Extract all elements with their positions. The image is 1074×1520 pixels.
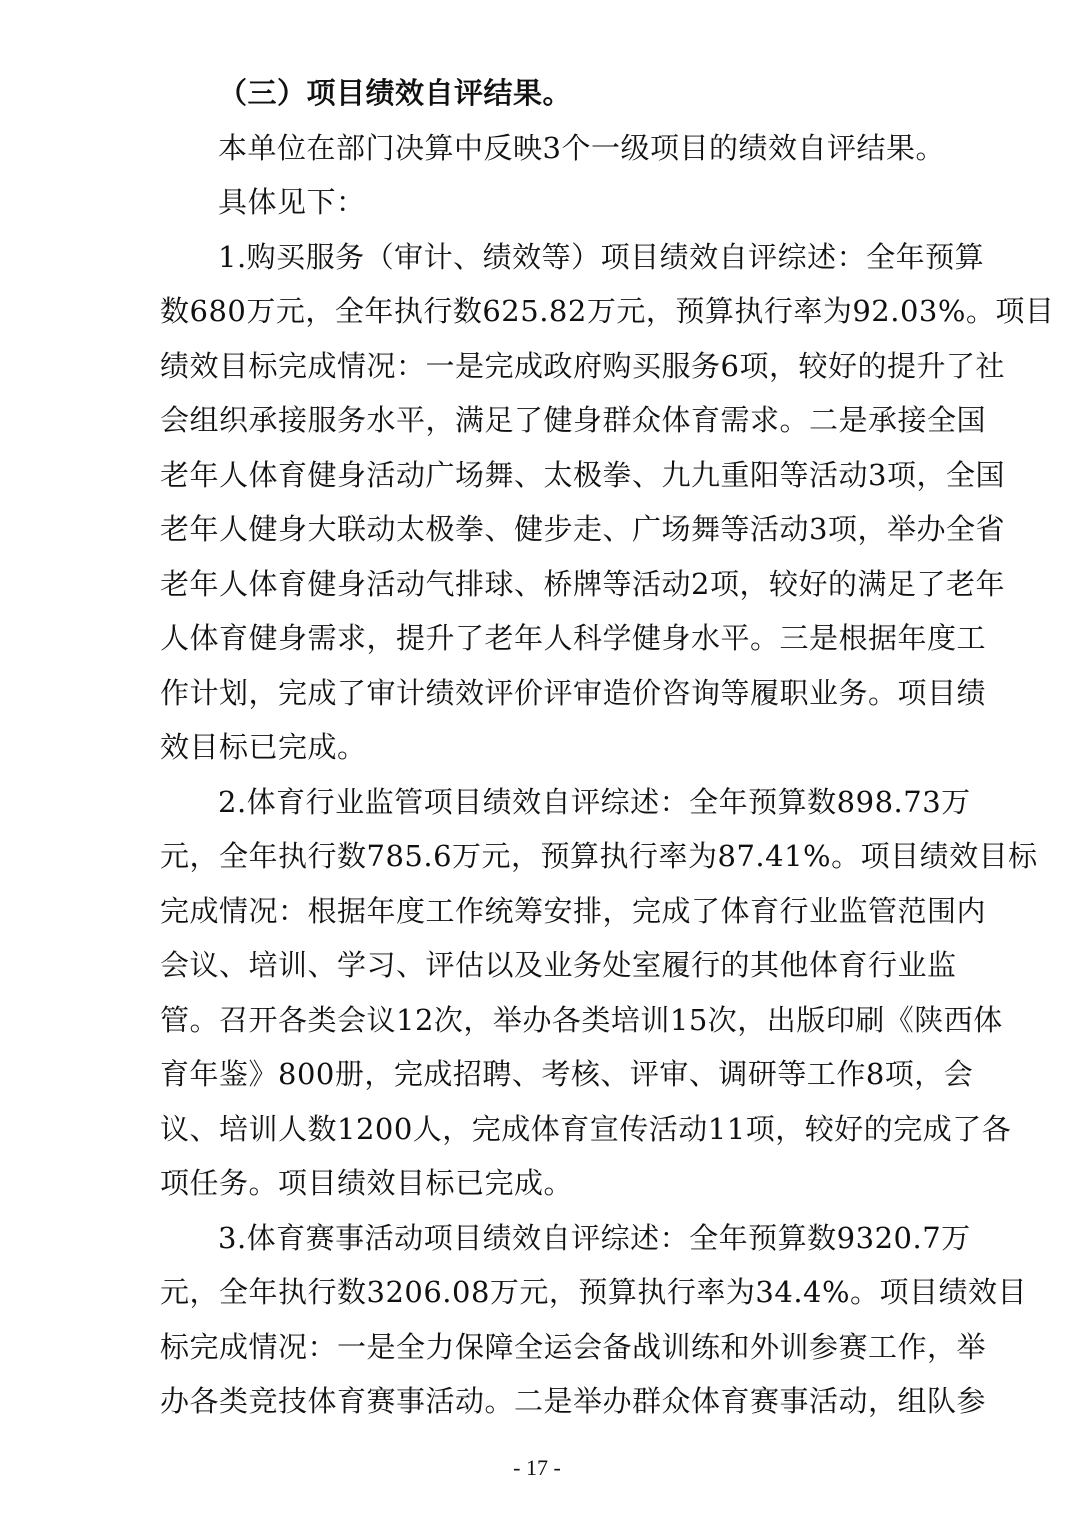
paragraph-line: 项任务。项目绩效目标已完成。 bbox=[160, 1166, 574, 1200]
paragraph-line: 绩效目标完成情况：一是完成政府购买服务6项，较好的提升了社 bbox=[160, 348, 1005, 383]
paragraph-line: 会议、培训、学习、评估以及业务处室履行的其他体育行业监 bbox=[160, 948, 957, 982]
intro-line: 本单位在部门决算中反映3个一级项目的绩效自评结果。 bbox=[218, 130, 945, 165]
paragraph-line: 1.购买服务（审计、绩效等）项目绩效自评综述：全年预算 bbox=[218, 239, 985, 274]
project-2-paragraph bbox=[160, 775, 1038, 1211]
paragraph-line: 育年鉴》800册，完成招聘、考核、评审、调研等工作8项，会 bbox=[160, 1057, 974, 1091]
intro-line: 具体见下： bbox=[218, 185, 366, 219]
paragraph-line: 管。召开各类会议12次，举办各类培训15次，出版印刷《陕西体 bbox=[160, 1002, 1003, 1037]
project-1-paragraph bbox=[160, 230, 1055, 775]
paragraph-line: 会组织承接服务水平，满足了健身群众体育需求。二是承接全国 bbox=[160, 403, 987, 437]
paragraph-line: 效目标已完成。 bbox=[160, 730, 367, 764]
paragraph-line: 3.体育赛事活动项目绩效自评综述：全年预算数9320.7万 bbox=[218, 1220, 971, 1255]
paragraph-line: 元，全年执行数785.6万元，预算执行率为87.41%。项目绩效目标 bbox=[160, 839, 1038, 873]
paragraph-line: 作计划，完成了审计绩效评价评审造价咨询等履职业务。项目绩 bbox=[160, 675, 987, 710]
project-3-paragraph bbox=[160, 1211, 1028, 1429]
page-number: - 17 - bbox=[513, 1455, 561, 1480]
paragraph-line: 标完成情况：一是全力保障全运会备战训练和外训参赛工作，举 bbox=[160, 1329, 987, 1364]
paragraph-line: 办各类竞技体育赛事活动。二是举办群众体育赛事活动，组队参 bbox=[160, 1384, 987, 1418]
section-heading: （三）项目绩效自评结果。 bbox=[218, 76, 573, 110]
paragraph-line: 数680万元，全年执行数625.82万元，预算执行率为92.03%。项目 bbox=[160, 294, 1055, 328]
paragraph-line: 老年人健身大联动太极拳、健步走、广场舞等活动3项，举办全省 bbox=[160, 512, 1005, 546]
document-body bbox=[160, 66, 1055, 1429]
paragraph-line: 议、培训人数1200人，完成体育宣传活动11项，较好的完成了各 bbox=[160, 1111, 1012, 1146]
paragraph-line: 老年人体育健身活动气排球、桥牌等活动2项，较好的满足了老年 bbox=[160, 566, 1005, 601]
paragraph-line: 老年人体育健身活动广场舞、太极拳、九九重阳等活动3项，全国 bbox=[160, 457, 1005, 492]
paragraph-line: 完成情况：根据年度工作统筹安排，完成了体育行业监管范围内 bbox=[160, 893, 987, 928]
paragraph-line: 人体育健身需求，提升了老年人科学健身水平。三是根据年度工 bbox=[160, 621, 987, 655]
paragraph-line: 2.体育行业监管项目绩效自评综述：全年预算数898.73万 bbox=[218, 784, 971, 819]
paragraph-line: 元，全年执行数3206.08万元，预算执行率为34.4%。项目绩效目 bbox=[160, 1275, 1028, 1309]
